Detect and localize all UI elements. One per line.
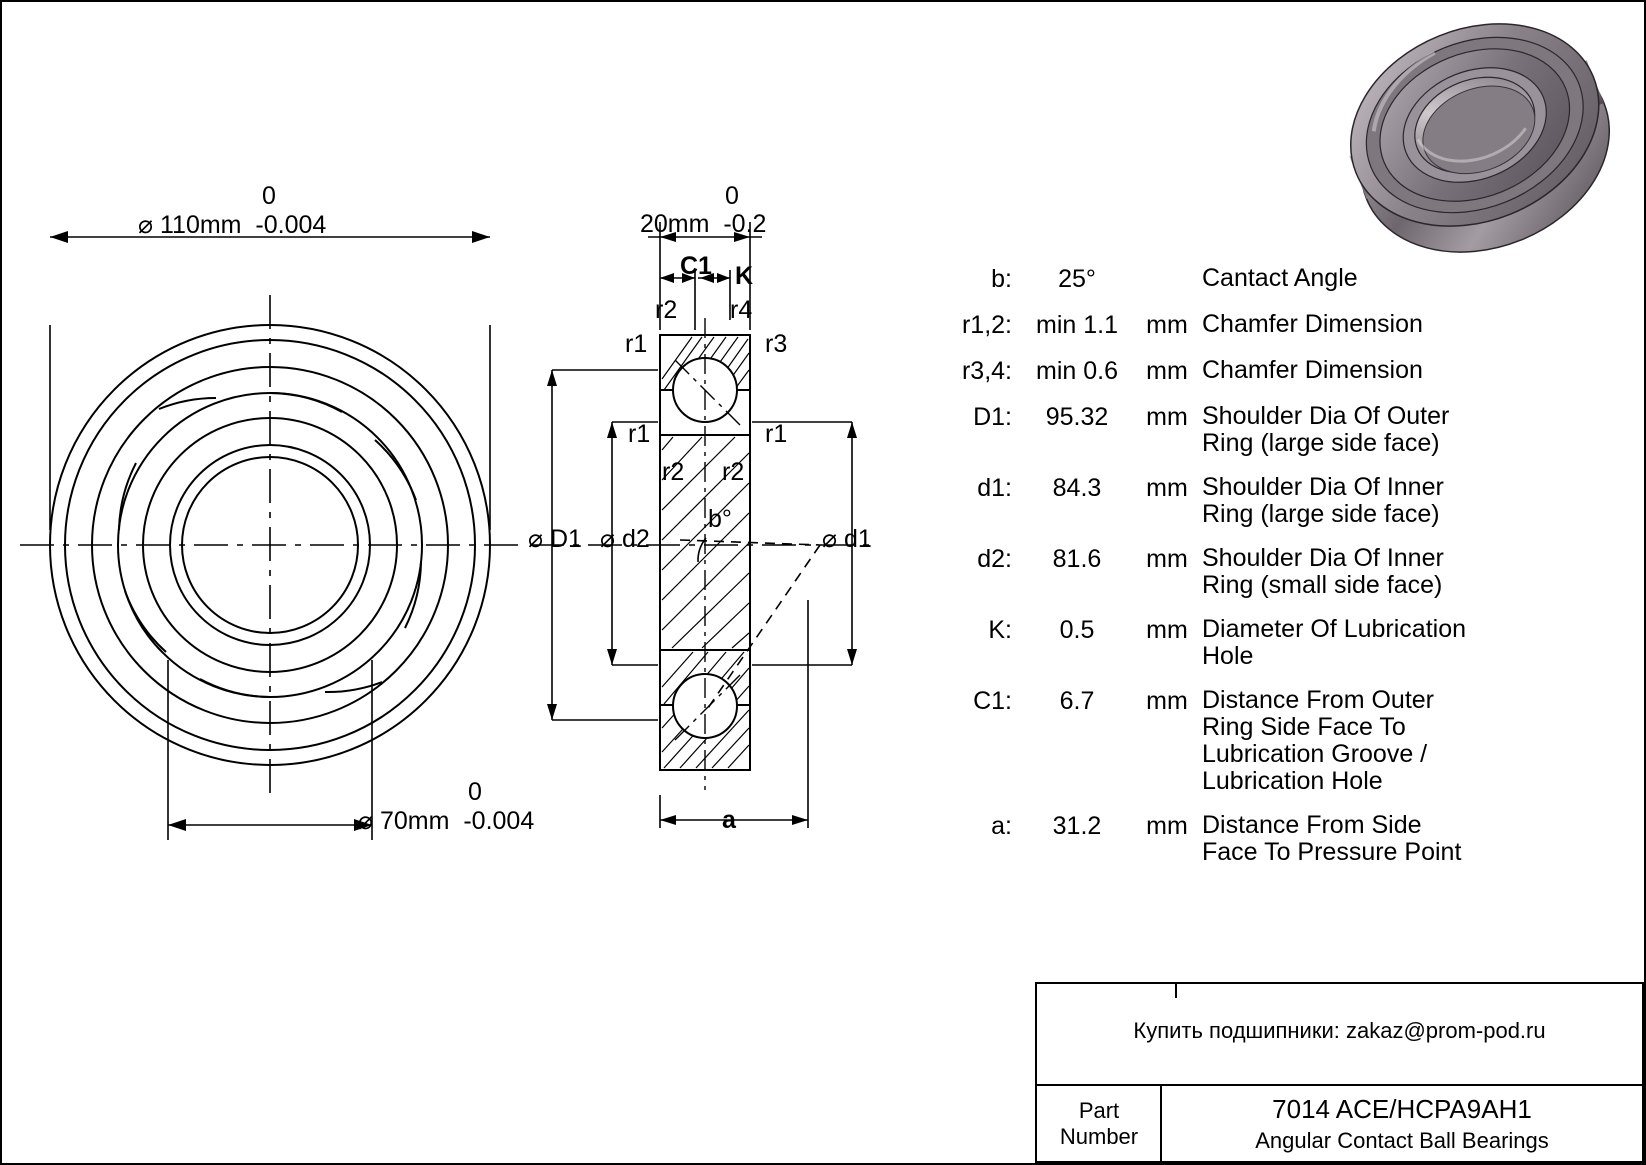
- title-block-divider-horizontal: [1035, 1084, 1644, 1086]
- spec-description: Chamfer Dimension: [1202, 356, 1423, 384]
- part-type-value: Angular Contact Ball Bearings: [1255, 1128, 1549, 1153]
- spec-row: [920, 616, 1480, 670]
- spec-description: Chamfer Dimension: [1202, 310, 1423, 338]
- spec-symbol: d1:: [977, 474, 1012, 502]
- spec-unit: mm: [1146, 474, 1188, 502]
- front-bottom-dimension: ⌀ 70mm -0.004: [358, 807, 535, 835]
- spec-value: 81.6: [1052, 545, 1102, 573]
- part-number-label-line2: Number: [1059, 1124, 1139, 1149]
- label-r4: r4: [730, 296, 753, 324]
- spec-row: [920, 311, 1480, 340]
- spec-description: Diameter Of Lubrication Hole: [1202, 615, 1467, 670]
- spec-value: min 1.1: [1036, 311, 1118, 339]
- label-r1-mid-right: r1: [765, 420, 788, 448]
- spec-unit: mm: [1146, 403, 1188, 431]
- section-width-tolerance: 0: [725, 182, 739, 210]
- spec-description: Shoulder Dia Of Outer Ring (large side face): [1202, 402, 1450, 457]
- spec-unit: mm: [1146, 812, 1188, 840]
- front-view-svg: [20, 200, 580, 960]
- bearing-3d-render: [1330, 20, 1630, 255]
- front-bottom-tolerance: 0: [468, 778, 482, 806]
- spec-description: Cantact Angle: [1202, 264, 1358, 292]
- spec-symbol: r1,2:: [961, 311, 1012, 339]
- spec-row: [920, 687, 1480, 795]
- spec-symbol: D1:: [973, 403, 1012, 431]
- label-r2-mid-right: r2: [722, 458, 745, 486]
- spec-symbol: b:: [991, 265, 1012, 293]
- part-number-value: 7014 ACE/HCPA9AH1: [1272, 1094, 1532, 1124]
- spec-value: 95.32: [1045, 403, 1109, 431]
- label-a: a: [722, 806, 736, 834]
- spec-symbol: K:: [988, 616, 1012, 644]
- spec-value: 0.5: [1059, 616, 1095, 644]
- spec-unit: mm: [1146, 311, 1188, 339]
- spec-unit: mm: [1146, 616, 1188, 644]
- section-view-svg: [530, 200, 890, 990]
- section-width-dimension: 20mm -0.2: [640, 210, 767, 238]
- label-dia-d2: ⌀ d2: [600, 525, 650, 553]
- spec-description: Shoulder Dia Of Inner Ring (small side face): [1202, 544, 1444, 599]
- front-top-tolerance: 0: [262, 182, 276, 210]
- spec-symbol: C1:: [973, 687, 1012, 715]
- spec-row: [920, 357, 1480, 386]
- label-b-angle: b°: [708, 505, 732, 533]
- part-number-label-line1: Part: [1078, 1098, 1120, 1123]
- spec-description: Distance From Outer Ring Side Face To Lubrication Groove / Lubrication Hole: [1202, 686, 1435, 795]
- label-r1-mid-left: r1: [628, 420, 651, 448]
- label-c1: C1: [680, 252, 712, 280]
- spec-value: 25°: [1058, 265, 1096, 293]
- spec-row: [920, 545, 1480, 599]
- spec-row: [920, 812, 1480, 866]
- label-dia-D1: ⌀ D1: [528, 525, 582, 553]
- spec-row: [920, 403, 1480, 457]
- label-dia-d1: ⌀ d1: [822, 525, 872, 553]
- spec-description: Shoulder Dia Of Inner Ring (large side face): [1202, 473, 1444, 528]
- spec-row: [920, 265, 1480, 294]
- title-block-tick: [1175, 982, 1177, 998]
- spec-symbol: d2:: [977, 545, 1012, 573]
- label-k: K: [735, 262, 754, 290]
- spec-value: 31.2: [1052, 812, 1102, 840]
- spec-unit: mm: [1146, 545, 1188, 573]
- label-r1-upper-left: r1: [625, 330, 648, 358]
- label-r2-mid-left: r2: [662, 458, 685, 486]
- spec-value: 6.7: [1059, 687, 1095, 715]
- spec-unit: mm: [1146, 687, 1188, 715]
- label-r2-top-left: r2: [655, 296, 678, 324]
- spec-row: [920, 474, 1480, 528]
- spec-symbol: r3,4:: [961, 357, 1012, 385]
- specifications-table: [920, 265, 1480, 883]
- label-r3: r3: [765, 330, 788, 358]
- spec-unit: mm: [1146, 357, 1188, 385]
- spec-symbol: a:: [991, 812, 1012, 840]
- spec-value: 84.3: [1052, 474, 1102, 502]
- spec-description: Distance From Side Face To Pressure Point: [1202, 811, 1462, 866]
- contact-line: Купить подшипники: zakaz@prom-pod.ru: [1133, 1018, 1546, 1043]
- spec-value: min 0.6: [1036, 357, 1118, 385]
- front-top-dimension: ⌀ 110mm -0.004: [138, 211, 327, 239]
